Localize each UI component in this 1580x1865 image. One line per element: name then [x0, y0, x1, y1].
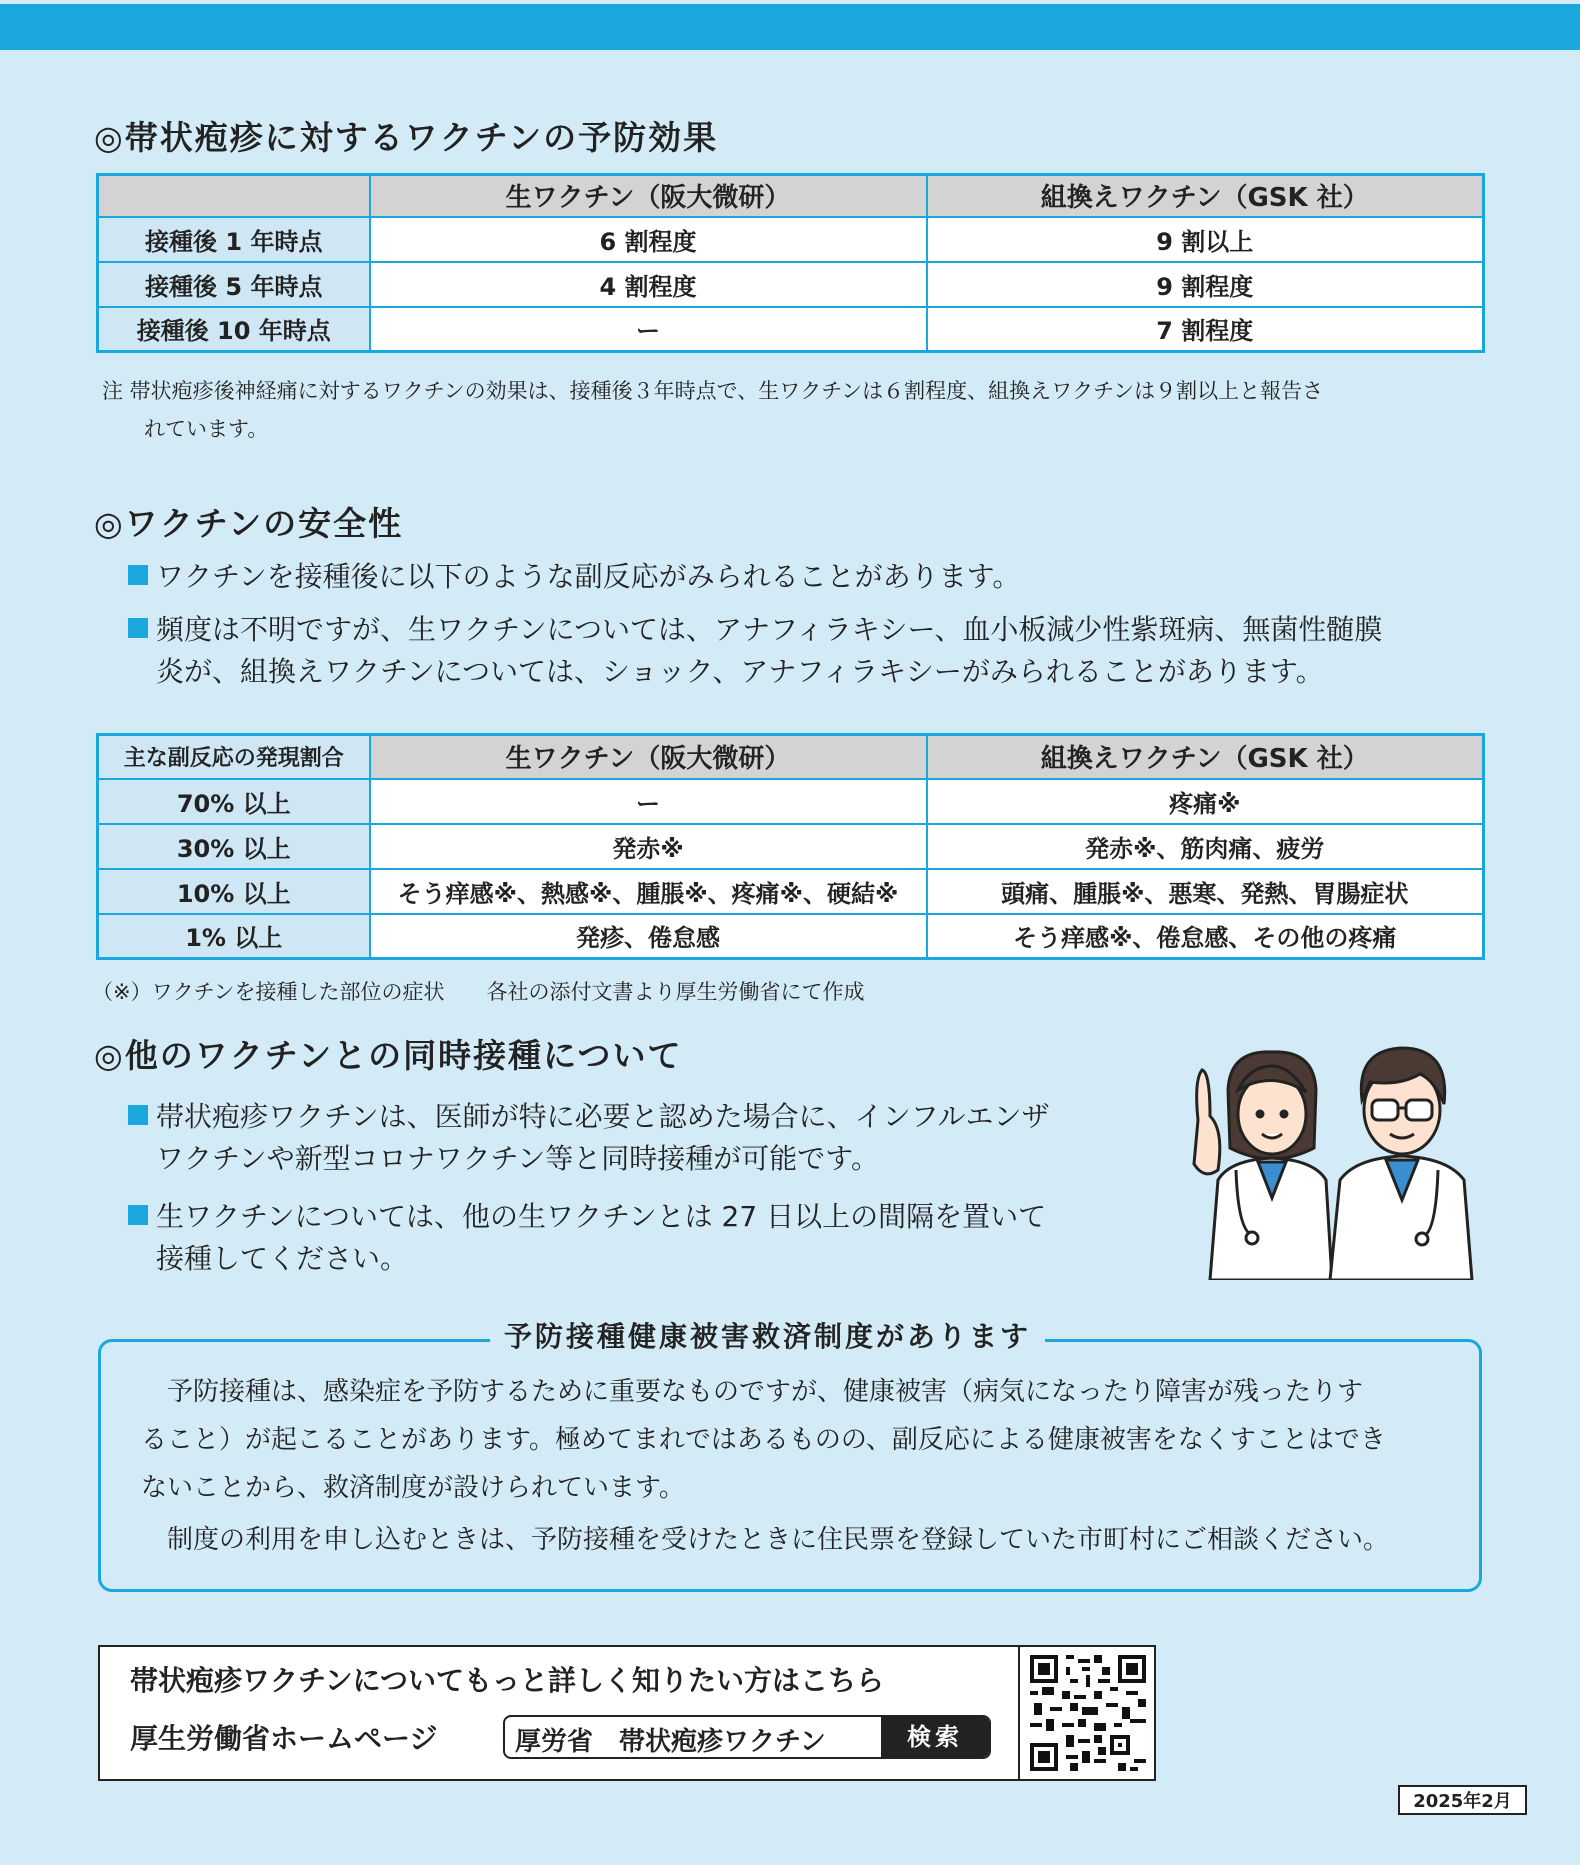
relief-system-title: 予防接種健康被害救済制度があります [490, 1315, 1045, 1355]
row-label: 10% 以上 [98, 869, 370, 914]
section-title-efficacy: ◎帯状疱疹に対するワクチンの予防効果 [94, 118, 719, 157]
safety-bullet-2 [128, 609, 1382, 693]
relief-paragraph-line: 制度の利用を申し込むときは、予防接種を受けたときに住民票を登録していた市町村にご相談ください。 [167, 1525, 1390, 1555]
row-label: 接種後 10 年時点 [98, 307, 370, 352]
table-cell: 9 割以上 [927, 217, 1484, 262]
row-label: 1% 以上 [98, 914, 370, 959]
info-heading: 帯状疱疹ワクチンについてもっと詳しく知りたい方はこちら [130, 1664, 885, 1697]
concurrent-bullet-2 [128, 1196, 1046, 1280]
table-header: 生ワクチン（阪大微研） [370, 735, 927, 779]
side-effects-footnote: （※）ワクチンを接種した部位の症状 各社の添付文書より厚生労働省にて作成 [92, 980, 865, 1004]
table-header: 組換えワクチン（GSK 社） [927, 735, 1484, 779]
relief-body [141, 1368, 1389, 1564]
note-line: れています。 [144, 417, 269, 441]
bullet-text: 炎が、組換えワクチンについては、ショック、アナフィラキシーがみられることがあります。 [156, 655, 1324, 688]
table-row [98, 914, 1484, 959]
site-label: 厚生労働省ホームページ [130, 1722, 438, 1755]
table-cell: そう痒感※、熱感※、腫脹※、疼痛※、硬結※ [370, 869, 927, 914]
table-cell: 4 割程度 [370, 262, 927, 307]
table-cell: 6 割程度 [370, 217, 927, 262]
publication-date: 2025年2月 [1398, 1785, 1527, 1815]
info-box [98, 1645, 1156, 1781]
table-cell: 9 割程度 [927, 262, 1484, 307]
concurrent-bullet-1 [128, 1096, 1049, 1180]
efficacy-note [102, 372, 1323, 448]
section-title-concurrent: ◎他のワクチンとの同時接種について [94, 1036, 683, 1075]
female-doctor-icon [1194, 1052, 1332, 1280]
bullet-square-icon [128, 1105, 148, 1125]
qr-code-icon[interactable] [1030, 1655, 1146, 1771]
bullet-text: ワクチンを接種後に以下のような副反応がみられることがあります。 [156, 560, 1021, 593]
divider [1018, 1647, 1020, 1779]
table-header: 生ワクチン（阪大微研） [370, 175, 927, 217]
table-header: 組換えワクチン（GSK 社） [927, 175, 1484, 217]
table-row [98, 869, 1484, 914]
table-cell: 発赤※ [370, 824, 927, 869]
row-label: 70% 以上 [98, 779, 370, 824]
table-header-row [98, 735, 1484, 779]
note-line: 注 帯状疱疹後神経痛に対するワクチンの効果は、接種後３年時点で、生ワクチンは６割程度、組換えワクチンは９割以上と報告さ [102, 379, 1324, 403]
bullet-square-icon [128, 565, 148, 585]
table-cell: 疼痛※ [927, 779, 1484, 824]
bullet-square-icon [128, 1205, 148, 1225]
table-row [98, 779, 1484, 824]
side-effects-table [96, 733, 1485, 960]
bullet-text: ワクチンや新型コロナワクチン等と同時接種が可能です。 [156, 1142, 879, 1175]
table-cell: 発疹、倦怠感 [370, 914, 927, 959]
male-doctor-icon [1330, 1048, 1472, 1280]
relief-paragraph-line: 予防接種は、感染症を予防するために重要なものですが、健康被害（病気になったり障害が残ったりす [167, 1377, 1364, 1407]
row-label: 30% 以上 [98, 824, 370, 869]
table-cell: そう痒感※、倦怠感、その他の疼痛 [927, 914, 1484, 959]
search-query: 厚労省 帯状疱疹ワクチン [515, 1727, 826, 1757]
table-cell: 7 割程度 [927, 307, 1484, 352]
relief-paragraph-line: ないことから、救済制度が設けられています。 [141, 1473, 685, 1503]
efficacy-table [96, 173, 1485, 353]
table-cell: ー [370, 779, 927, 824]
bullet-text: 生ワクチンについては、他の生ワクチンとは 27 日以上の間隔を置いて [156, 1200, 1047, 1233]
relief-system-box [98, 1339, 1482, 1592]
bullet-text: 頻度は不明ですが、生ワクチンについては、アナフィラキシー、血小板減少性紫斑病、無菌性髄膜 [156, 613, 1383, 646]
row-label: 接種後 1 年時点 [98, 217, 370, 262]
table-cell: 発赤※、筋肉痛、疲労 [927, 824, 1484, 869]
relief-paragraph-line: ること）が起こることがあります。極めてまれではあるものの、副反応による健康被害をなくすことはでき [141, 1425, 1386, 1455]
bullet-text: 接種してください。 [156, 1242, 409, 1275]
doctors-illustration [1180, 1030, 1500, 1280]
table-row [98, 307, 1484, 352]
table-header: 主な副反応の発現割合 [98, 735, 370, 779]
table-cell: 頭痛、腫脹※、悪寒、発熱、胃腸症状 [927, 869, 1484, 914]
table-row [98, 824, 1484, 869]
section-title-safety: ◎ワクチンの安全性 [94, 504, 404, 543]
row-label: 接種後 5 年時点 [98, 262, 370, 307]
top-banner [0, 4, 1580, 50]
bullet-text: 帯状疱疹ワクチンは、医師が特に必要と認めた場合に、インフルエンザ [156, 1100, 1050, 1133]
table-row [98, 262, 1484, 307]
search-button[interactable]: 検索 [881, 1717, 989, 1757]
search-box[interactable] [503, 1715, 991, 1759]
table-header-row [98, 175, 1484, 217]
safety-bullet-1 [128, 556, 1020, 598]
bullet-square-icon [128, 618, 148, 638]
table-header [98, 175, 370, 217]
table-row [98, 217, 1484, 262]
table-cell: ー [370, 307, 927, 352]
